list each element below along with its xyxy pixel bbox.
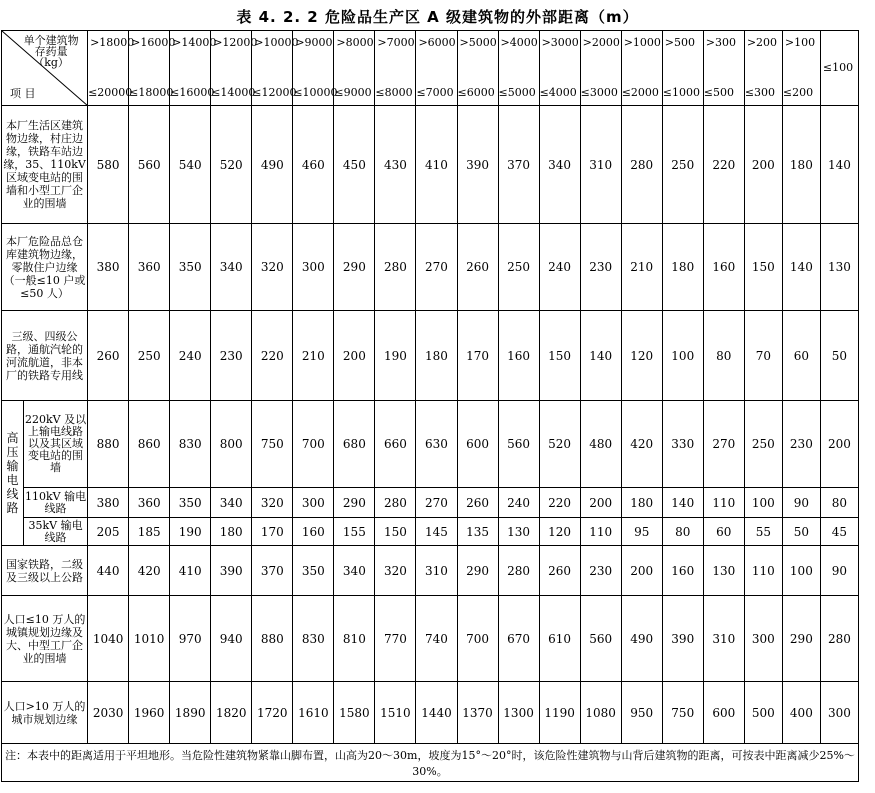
table-cell: 750 [252,401,293,488]
column-header-max: ≤1000 [662,86,700,99]
column-header [375,31,416,106]
table-cell: 240 [170,311,211,401]
table-cell: 190 [170,518,211,546]
column-header [416,31,457,106]
table-cell: 370 [498,106,539,224]
table-cell: 280 [375,488,416,518]
table-cell: 370 [252,546,293,596]
table-cell: 340 [211,224,252,311]
table-cell: 800 [211,401,252,488]
table-cell: 560 [129,106,170,224]
table-cell: 60 [703,518,744,546]
column-header [252,31,299,106]
table-cell: 145 [416,518,457,546]
column-header-min: >500 [664,36,695,49]
table-cell: 120 [621,311,662,401]
table-row [2,488,859,518]
table-cell: 260 [88,311,129,401]
table-cell: 430 [375,106,416,224]
column-header [457,31,498,106]
row-label: 35kV 输电线路 [24,518,88,546]
table-row [2,518,859,546]
table-cell: 600 [703,682,744,744]
column-header-spacer [375,49,415,87]
column-header-max: ≤5000 [498,86,536,99]
table-cell: 1440 [416,682,457,744]
column-header-max: ≤3000 [580,86,618,99]
table-cell: 200 [580,488,621,518]
table-cell: 160 [293,518,334,546]
table-cell: 200 [820,401,858,488]
table-cell: 140 [820,106,858,224]
table-cell: 180 [416,311,457,401]
table-cell: 130 [820,224,858,311]
table-cell: 280 [621,106,662,224]
column-header-max: ≤200 [782,86,814,99]
table-cell: 410 [170,546,211,596]
group-label-text: 高压输电线路 [6,431,19,515]
table-cell: 200 [334,311,375,401]
row-label: 三级、四级公路，通航汽轮的河流航道，非本厂的铁路专用线 [2,311,88,401]
table-cell: 185 [129,518,170,546]
table-cell: 700 [293,401,334,488]
table-cell: 1300 [498,682,539,744]
table-cell: 230 [782,401,820,488]
column-header-max: ≤4000 [539,86,577,99]
table-cell: 1610 [293,682,334,744]
table-cell: 560 [498,401,539,488]
group-label [2,401,24,546]
column-header-spacer [88,49,128,87]
column-header-min: >8000 [336,36,374,49]
table-row [2,401,859,488]
table-cell: 190 [375,311,416,401]
table-cell: 420 [129,546,170,596]
column-header [539,31,580,106]
column-header-min: ≤100 [822,61,854,74]
column-header-max: ≤8000 [375,86,413,99]
table-cell: 90 [782,488,820,518]
table-cell: 160 [498,311,539,401]
table-cell: 205 [88,518,129,546]
table-cell: 110 [703,488,744,518]
table-cell: 450 [334,106,375,224]
table-cell: 45 [820,518,858,546]
table-cell: 300 [820,682,858,744]
table-cell: 330 [662,401,703,488]
column-header-min: >7000 [377,36,415,49]
table-cell: 350 [293,546,334,596]
table-cell: 1960 [129,682,170,744]
column-header-spacer [211,49,251,87]
table-cell: 320 [252,224,293,311]
table-cell: 350 [170,488,211,518]
row-label: 国家铁路，二级及三级以上公路 [2,546,88,596]
header-row [2,31,859,106]
table-cell: 220 [539,488,580,518]
table-cell: 180 [662,224,703,311]
distance-table [1,30,859,782]
table-cell: 970 [170,596,211,682]
table-cell: 310 [703,596,744,682]
column-header-min: >14000 [172,36,217,49]
table-cell: 440 [88,546,129,596]
table-cell: 740 [416,596,457,682]
column-header-min: >100 [784,36,816,49]
table-cell: 490 [621,596,662,682]
column-header [662,31,703,106]
table-cell: 1890 [170,682,211,744]
column-header-max: ≤500 [703,86,734,99]
row-label: 本厂危险品总仓库建筑物边缘，零散住户边缘（一般≤10 户或≤50 人） [2,224,88,311]
table-cell: 140 [782,224,820,311]
table-cell: 290 [334,224,375,311]
column-header-max: ≤18000 [129,86,174,99]
table-cell: 130 [703,546,744,596]
table-cell: 880 [88,401,129,488]
table-cell: 90 [820,546,858,596]
table-cell: 680 [334,401,375,488]
table-cell: 80 [703,311,744,401]
table-cell: 390 [211,546,252,596]
column-header-spacer [252,49,292,87]
table-cell: 260 [457,488,498,518]
table-cell: 250 [744,401,782,488]
column-header-min: >6000 [418,36,456,49]
table-cell: 180 [782,106,820,224]
table-cell: 500 [744,682,782,744]
table-cell: 1370 [457,682,498,744]
table-cell: 880 [252,596,293,682]
table-cell: 610 [539,596,580,682]
table-cell: 270 [416,224,457,311]
column-header-max: ≤9000 [334,86,372,99]
table-cell: 520 [539,401,580,488]
table-cell: 940 [211,596,252,682]
column-header-min: >1000 [623,36,661,49]
column-header [88,31,135,106]
column-header-max: ≤2000 [621,86,659,99]
column-header-spacer [458,49,498,87]
table-cell: 340 [539,106,580,224]
column-header-spacer [499,49,539,87]
column-header-spacer [170,49,210,87]
column-header-min: >300 [705,36,736,49]
column-header-max: ≤300 [744,86,776,99]
table-cell: 580 [88,106,129,224]
corner-top-label: 单个建筑物存药量（kg） [23,34,79,69]
column-header-spacer [416,49,456,87]
column-header-spacer [663,49,703,87]
table-cell: 1580 [334,682,375,744]
table-cell: 160 [703,224,744,311]
table-cell: 120 [539,518,580,546]
table-cell: 280 [498,546,539,596]
table-cell: 380 [88,488,129,518]
row-label: 110kV 输电线路 [24,488,88,518]
column-header-spacer [622,49,662,87]
table-cell: 200 [621,546,662,596]
column-header-max: ≤7000 [416,86,454,99]
table-cell: 300 [293,224,334,311]
note-row [2,744,859,782]
table-cell: 110 [744,546,782,596]
table-cell: 100 [744,488,782,518]
column-header-max: ≤6000 [457,86,495,99]
table-cell: 520 [211,106,252,224]
table-cell: 630 [416,401,457,488]
table-cell: 270 [703,401,744,488]
table-cell: 320 [252,488,293,518]
column-header [334,31,375,106]
table-cell: 130 [498,518,539,546]
table-cell: 55 [744,518,782,546]
table-cell: 340 [211,488,252,518]
table-cell: 600 [457,401,498,488]
column-header-min: >18000 [90,36,135,49]
table-cell: 135 [457,518,498,546]
column-header-max: ≤20000 [88,86,133,99]
column-header-spacer [745,49,782,87]
table-cell: 390 [457,106,498,224]
table-cell: 80 [820,488,858,518]
table-cell: 490 [252,106,293,224]
column-header-min: >3000 [541,36,579,49]
table-cell: 70 [744,311,782,401]
table-cell: 170 [457,311,498,401]
column-header-spacer [293,49,333,87]
column-header [621,31,662,106]
column-header [744,31,782,106]
table-cell: 155 [334,518,375,546]
table-cell: 480 [580,401,621,488]
table-cell: 390 [662,596,703,682]
table-row [2,682,859,744]
table-cell: 700 [457,596,498,682]
corner-bottom-label: 项 目 [10,87,36,100]
table-cell: 230 [580,224,621,311]
column-header-max: ≤12000 [252,86,297,99]
table-cell: 770 [375,596,416,682]
table-cell: 230 [580,546,621,596]
column-header-min: >2000 [582,36,620,49]
table-cell: 150 [539,311,580,401]
table-cell: 250 [129,311,170,401]
table-cell: 1190 [539,682,580,744]
table-cell: 360 [129,488,170,518]
table-cell: 340 [334,546,375,596]
table-cell: 290 [782,596,820,682]
table-cell: 220 [252,311,293,401]
table-cell: 180 [211,518,252,546]
table-cell: 150 [375,518,416,546]
column-header [498,31,539,106]
table-cell: 110 [580,518,621,546]
table-cell: 230 [211,311,252,401]
column-header-spacer [334,49,374,87]
table-cell: 220 [703,106,744,224]
table-cell: 350 [170,224,211,311]
table-cell: 290 [457,546,498,596]
table-cell: 950 [621,682,662,744]
table-cell: 50 [820,311,858,401]
table-cell: 150 [744,224,782,311]
column-header-min: >5000 [459,36,497,49]
table-cell: 1080 [580,682,621,744]
column-header [293,31,338,106]
row-label: 220kV 及以上输电线路以及其区域变电站的围墙 [24,401,88,488]
table-cell: 60 [782,311,820,401]
table-cell: 1010 [129,596,170,682]
column-header-min: >10000 [254,36,299,49]
column-header-min: >9000 [295,36,333,49]
table-cell: 280 [375,224,416,311]
table-cell: 1820 [211,682,252,744]
table-cell: 1040 [88,596,129,682]
table-cell: 50 [782,518,820,546]
table-cell: 400 [782,682,820,744]
table-cell: 310 [580,106,621,224]
column-header [703,31,744,106]
column-header-max: ≤14000 [211,86,256,99]
table-cell: 100 [782,546,820,596]
table-cell: 300 [744,596,782,682]
column-header-max: ≤10000 [293,86,338,99]
column-header-min: >4000 [500,36,538,49]
table-cell: 320 [375,546,416,596]
table-cell: 210 [621,224,662,311]
table-cell: 540 [170,106,211,224]
table-cell: 750 [662,682,703,744]
table-cell: 280 [820,596,858,682]
column-header-max: ≤16000 [170,86,215,99]
column-header [211,31,258,106]
table-cell: 240 [539,224,580,311]
table-cell: 860 [129,401,170,488]
table-cell: 260 [457,224,498,311]
row-label: 人口≤10 万人的城镇规划边缘及大、中型工厂企业的围墙 [2,596,88,682]
column-header-spacer [783,49,820,87]
table-cell: 250 [662,106,703,224]
table-cell: 410 [416,106,457,224]
column-header [820,31,858,106]
table-cell: 1720 [252,682,293,744]
column-header-spacer [540,49,580,87]
table-row [2,224,859,311]
table-cell: 360 [129,224,170,311]
table-cell: 290 [334,488,375,518]
table-cell: 420 [621,401,662,488]
table-cell: 170 [252,518,293,546]
header-corner [2,31,88,106]
table-title: 表 4. 2. 2 危险品生产区 A 级建筑物的外部距离（m） [236,8,639,26]
row-label: 本厂生活区建筑物边缘，村庄边缘，铁路车站边缘，35、110kV 区域变电站的围墙和小型工厂企业的围墙 [2,106,88,224]
column-header-spacer [129,49,169,87]
table-cell: 80 [662,518,703,546]
table-cell: 240 [498,488,539,518]
column-header [170,31,217,106]
column-header-spacer [704,49,744,87]
table-cell: 310 [416,546,457,596]
table-row [2,596,859,682]
table-cell: 140 [580,311,621,401]
table-cell: 460 [293,106,334,224]
column-header-min: >12000 [213,36,258,49]
table-cell: 670 [498,596,539,682]
table-cell: 100 [662,311,703,401]
column-header-min: >200 [746,36,778,49]
column-header-spacer [581,49,621,87]
table-cell: 300 [293,488,334,518]
table-note: 注：本表中的距离适用于平坦地形。当危险性建筑物紧靠山脚布置，山高为20～30m，坡度为15°～20°时，该危险性建筑物与山背后建筑物的距离，可按表中距离减少25%～30%。 [2,744,859,782]
table-cell: 2030 [88,682,129,744]
table-cell: 830 [293,596,334,682]
table-cell: 380 [88,224,129,311]
table-cell: 180 [621,488,662,518]
table-cell: 200 [744,106,782,224]
table-cell: 160 [662,546,703,596]
table-cell: 560 [580,596,621,682]
column-header [580,31,621,106]
table-cell: 810 [334,596,375,682]
table-cell: 260 [539,546,580,596]
table-cell: 660 [375,401,416,488]
column-header-min: >16000 [131,36,176,49]
table-cell: 270 [416,488,457,518]
table-cell: 250 [498,224,539,311]
table-cell: 830 [170,401,211,488]
table-cell: 1510 [375,682,416,744]
column-header [129,31,176,106]
row-label: 人口>10 万人的城市规划边缘 [2,682,88,744]
table-row [2,106,859,224]
table-cell: 95 [621,518,662,546]
table-cell: 140 [662,488,703,518]
table-cell: 210 [293,311,334,401]
table-row [2,311,859,401]
column-header [782,31,820,106]
table-row [2,546,859,596]
